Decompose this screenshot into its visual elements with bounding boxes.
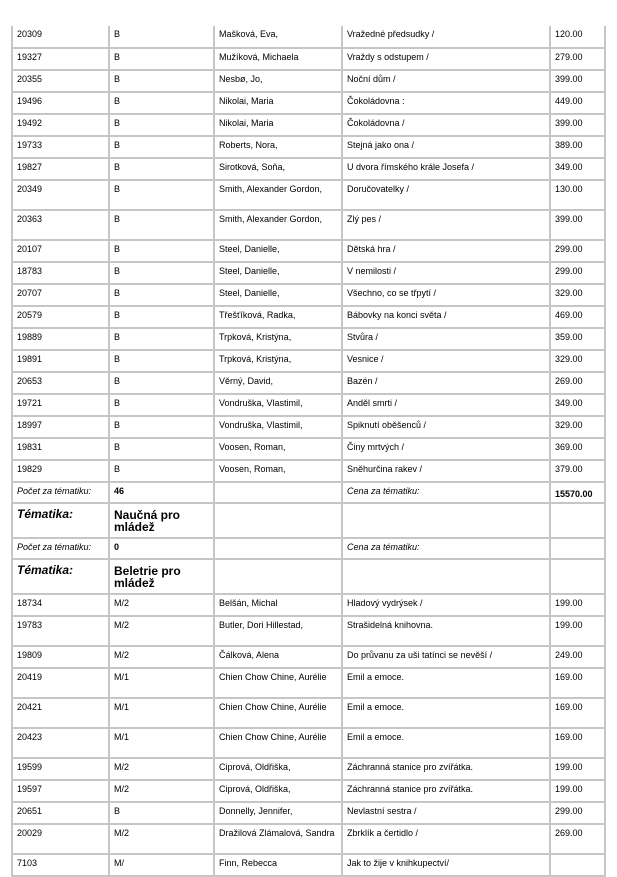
category-code: B — [109, 136, 214, 158]
table-row — [12, 114, 605, 136]
author: Smith, Alexander Gordon, — [214, 210, 342, 240]
theme-name: Beletrie pro mládež — [109, 559, 214, 594]
theme-header-row — [12, 503, 605, 538]
title: Sněhurčina rakev / — [342, 460, 550, 482]
title: Hladový vydrýsek / — [342, 594, 550, 616]
price: 120.00 — [550, 26, 605, 48]
author: Voosen, Roman, — [214, 438, 342, 460]
title: Jak to žije v knihkupectví/ — [342, 854, 550, 876]
category-code: M/ — [109, 854, 214, 876]
author: Vondruška, Vlastimil, — [214, 416, 342, 438]
price: 379.00 — [550, 460, 605, 482]
table-row — [12, 394, 605, 416]
book-id: 19721 — [12, 394, 109, 416]
group2-summary-row — [12, 538, 605, 559]
price: 169.00 — [550, 698, 605, 728]
title: Anděl smrti / — [342, 394, 550, 416]
empty-cell — [550, 503, 605, 538]
book-id: 7103 — [12, 854, 109, 876]
author: Trpková, Kristýna, — [214, 350, 342, 372]
empty-cell — [214, 482, 342, 503]
author: Ciprová, Oldřiška, — [214, 758, 342, 780]
book-id: 19496 — [12, 92, 109, 114]
category-code: B — [109, 802, 214, 824]
price: 329.00 — [550, 416, 605, 438]
price: 169.00 — [550, 728, 605, 758]
price: 299.00 — [550, 802, 605, 824]
book-id: 20107 — [12, 240, 109, 262]
title: Strašidelná knihovna. — [342, 616, 550, 646]
title: Vraždy s odstupem / — [342, 48, 550, 70]
author: Chien Chow Chine, Aurélie — [214, 698, 342, 728]
category-code: B — [109, 328, 214, 350]
book-id: 19831 — [12, 438, 109, 460]
author: Voosen, Roman, — [214, 460, 342, 482]
empty-cell — [550, 559, 605, 594]
author: Butler, Dori Hillestad, — [214, 616, 342, 646]
author: Nesbø, Jo, — [214, 70, 342, 92]
title: Stvůra / — [342, 328, 550, 350]
title: Činy mrtvých / — [342, 438, 550, 460]
author: Čálková, Alena — [214, 646, 342, 668]
price: 299.00 — [550, 262, 605, 284]
book-id: 19327 — [12, 48, 109, 70]
author: Ciprová, Oldřiška, — [214, 780, 342, 802]
title: Emil a emoce. — [342, 698, 550, 728]
price: 469.00 — [550, 306, 605, 328]
category-code: M/1 — [109, 668, 214, 698]
author: Chien Chow Chine, Aurélie — [214, 668, 342, 698]
book-id: 19783 — [12, 616, 109, 646]
category-code: B — [109, 460, 214, 482]
book-id: 20355 — [12, 70, 109, 92]
price: 199.00 — [550, 758, 605, 780]
title: Emil a emoce. — [342, 668, 550, 698]
author: Smith, Alexander Gordon, — [214, 180, 342, 210]
book-report-table — [11, 26, 606, 877]
table-row — [12, 728, 605, 758]
title: Záchranná stanice pro zvířátka. — [342, 758, 550, 780]
author: Sirotková, Soňa, — [214, 158, 342, 180]
empty-cell — [342, 503, 550, 538]
table-row — [12, 616, 605, 646]
table-row — [12, 284, 605, 306]
table-row — [12, 48, 605, 70]
category-code: B — [109, 92, 214, 114]
empty-cell — [214, 503, 342, 538]
title: Bábovky na konci světa / — [342, 306, 550, 328]
book-id: 19599 — [12, 758, 109, 780]
title: Všechno, co se třpytí / — [342, 284, 550, 306]
book-id: 19889 — [12, 328, 109, 350]
author: Nikolai, Maria — [214, 114, 342, 136]
table-row — [12, 350, 605, 372]
empty-cell — [214, 538, 342, 559]
category-code: B — [109, 26, 214, 48]
book-id: 19827 — [12, 158, 109, 180]
category-code: B — [109, 350, 214, 372]
table-row — [12, 328, 605, 350]
group1-rows — [12, 26, 605, 482]
category-code: B — [109, 438, 214, 460]
count-value: 46 — [109, 482, 214, 503]
price: 389.00 — [550, 136, 605, 158]
author: Steel, Danielle, — [214, 262, 342, 284]
category-code: M/2 — [109, 758, 214, 780]
price: 279.00 — [550, 48, 605, 70]
table-row — [12, 698, 605, 728]
theme-label: Tématika: — [12, 559, 109, 594]
price: 399.00 — [550, 210, 605, 240]
table-row — [12, 372, 605, 394]
title: Čokoládovna / — [342, 114, 550, 136]
group3-rows — [12, 594, 605, 876]
price: 359.00 — [550, 328, 605, 350]
book-id: 19809 — [12, 646, 109, 668]
category-code: B — [109, 262, 214, 284]
book-id: 20423 — [12, 728, 109, 758]
price: 449.00 — [550, 92, 605, 114]
price: 349.00 — [550, 394, 605, 416]
book-id: 20309 — [12, 26, 109, 48]
table-row — [12, 416, 605, 438]
category-code: M/1 — [109, 728, 214, 758]
author: Steel, Danielle, — [214, 240, 342, 262]
table-row — [12, 92, 605, 114]
book-id: 18734 — [12, 594, 109, 616]
table-row — [12, 854, 605, 876]
table-row — [12, 780, 605, 802]
book-id: 19733 — [12, 136, 109, 158]
category-code: B — [109, 416, 214, 438]
category-code: B — [109, 210, 214, 240]
author: Donnelly, Jennifer, — [214, 802, 342, 824]
title: Záchranná stanice pro zvířátka. — [342, 780, 550, 802]
table-row — [12, 758, 605, 780]
price — [550, 854, 605, 876]
table-row — [12, 460, 605, 482]
price: 199.00 — [550, 594, 605, 616]
empty-cell — [342, 559, 550, 594]
price: 369.00 — [550, 438, 605, 460]
price-label: Cena za tématiku: — [342, 538, 550, 559]
theme-header-row — [12, 559, 605, 594]
book-id: 19829 — [12, 460, 109, 482]
category-code: B — [109, 180, 214, 210]
book-id: 19597 — [12, 780, 109, 802]
category-code: B — [109, 48, 214, 70]
title: Vesnice / — [342, 350, 550, 372]
title: V nemilosti / — [342, 262, 550, 284]
author: Mašková, Eva, — [214, 26, 342, 48]
group1-summary-row — [12, 482, 605, 503]
author: Mužíková, Michaela — [214, 48, 342, 70]
author: Steel, Danielle, — [214, 284, 342, 306]
table-row — [12, 646, 605, 668]
table-row — [12, 824, 605, 854]
author: Finn, Rebecca — [214, 854, 342, 876]
price: 199.00 — [550, 780, 605, 802]
price: 349.00 — [550, 158, 605, 180]
table-row — [12, 240, 605, 262]
title: Emil a emoce. — [342, 728, 550, 758]
title: Zlý pes / — [342, 210, 550, 240]
price: 269.00 — [550, 372, 605, 394]
category-code: B — [109, 158, 214, 180]
title: Spiknutí oběšenců / — [342, 416, 550, 438]
category-code: B — [109, 394, 214, 416]
author: Třešťíková, Radka, — [214, 306, 342, 328]
theme-name: Naučná pro mládež — [109, 503, 214, 538]
price: 329.00 — [550, 350, 605, 372]
title: Bazén / — [342, 372, 550, 394]
category-code: B — [109, 284, 214, 306]
table-row — [12, 262, 605, 284]
book-id: 20579 — [12, 306, 109, 328]
theme-label: Tématika: — [12, 503, 109, 538]
title: U dvora římského krále Josefa / — [342, 158, 550, 180]
table-row — [12, 594, 605, 616]
book-id: 20707 — [12, 284, 109, 306]
title: Vražedné předsudky / — [342, 26, 550, 48]
empty-cell — [214, 559, 342, 594]
author: Belšán, Michal — [214, 594, 342, 616]
total-price: 15570.00 — [550, 482, 605, 503]
author: Dražilová Zlámalová, Sandra — [214, 824, 342, 854]
title: Dětská hra / — [342, 240, 550, 262]
author: Věrný, David, — [214, 372, 342, 394]
title: Nevlastní sestra / — [342, 802, 550, 824]
book-id: 20349 — [12, 180, 109, 210]
category-code: M/2 — [109, 616, 214, 646]
category-code: M/2 — [109, 824, 214, 854]
table-row — [12, 136, 605, 158]
category-code: M/1 — [109, 698, 214, 728]
table-row — [12, 210, 605, 240]
price: 329.00 — [550, 284, 605, 306]
empty-cell — [550, 538, 605, 559]
book-id: 20419 — [12, 668, 109, 698]
count-label: Počet za tématiku: — [12, 482, 109, 503]
price: 299.00 — [550, 240, 605, 262]
table-row — [12, 180, 605, 210]
table-row — [12, 158, 605, 180]
category-code: B — [109, 70, 214, 92]
price: 269.00 — [550, 824, 605, 854]
author: Vondruška, Vlastimil, — [214, 394, 342, 416]
title: Noční dům / — [342, 70, 550, 92]
price: 130.00 — [550, 180, 605, 210]
category-code: M/2 — [109, 780, 214, 802]
price: 249.00 — [550, 646, 605, 668]
price: 199.00 — [550, 616, 605, 646]
category-code: B — [109, 240, 214, 262]
category-code: B — [109, 372, 214, 394]
book-id: 18997 — [12, 416, 109, 438]
book-id: 18783 — [12, 262, 109, 284]
price-label: Cena za tématiku: — [342, 482, 550, 503]
count-label: Počet za tématiku: — [12, 538, 109, 559]
price: 399.00 — [550, 70, 605, 92]
title: Doručovatelky / — [342, 180, 550, 210]
table-row — [12, 70, 605, 92]
category-code: B — [109, 306, 214, 328]
book-id: 20651 — [12, 802, 109, 824]
title: Do průvanu za uši tatínci se nevěší / — [342, 646, 550, 668]
category-code: M/2 — [109, 646, 214, 668]
book-id: 20421 — [12, 698, 109, 728]
count-value: 0 — [109, 538, 214, 559]
price: 399.00 — [550, 114, 605, 136]
title: Zbrklík a čertidlo / — [342, 824, 550, 854]
author: Roberts, Nora, — [214, 136, 342, 158]
table-row — [12, 668, 605, 698]
book-id: 20363 — [12, 210, 109, 240]
author: Chien Chow Chine, Aurélie — [214, 728, 342, 758]
book-id: 20029 — [12, 824, 109, 854]
table-row — [12, 438, 605, 460]
book-id: 19891 — [12, 350, 109, 372]
category-code: M/2 — [109, 594, 214, 616]
table-row — [12, 306, 605, 328]
table-row — [12, 26, 605, 48]
author: Nikolai, Maria — [214, 92, 342, 114]
title: Stejná jako ona / — [342, 136, 550, 158]
author: Trpková, Kristýna, — [214, 328, 342, 350]
title: Čokoládovna : — [342, 92, 550, 114]
price: 169.00 — [550, 668, 605, 698]
book-id: 19492 — [12, 114, 109, 136]
category-code: B — [109, 114, 214, 136]
book-id: 20653 — [12, 372, 109, 394]
table-row — [12, 802, 605, 824]
